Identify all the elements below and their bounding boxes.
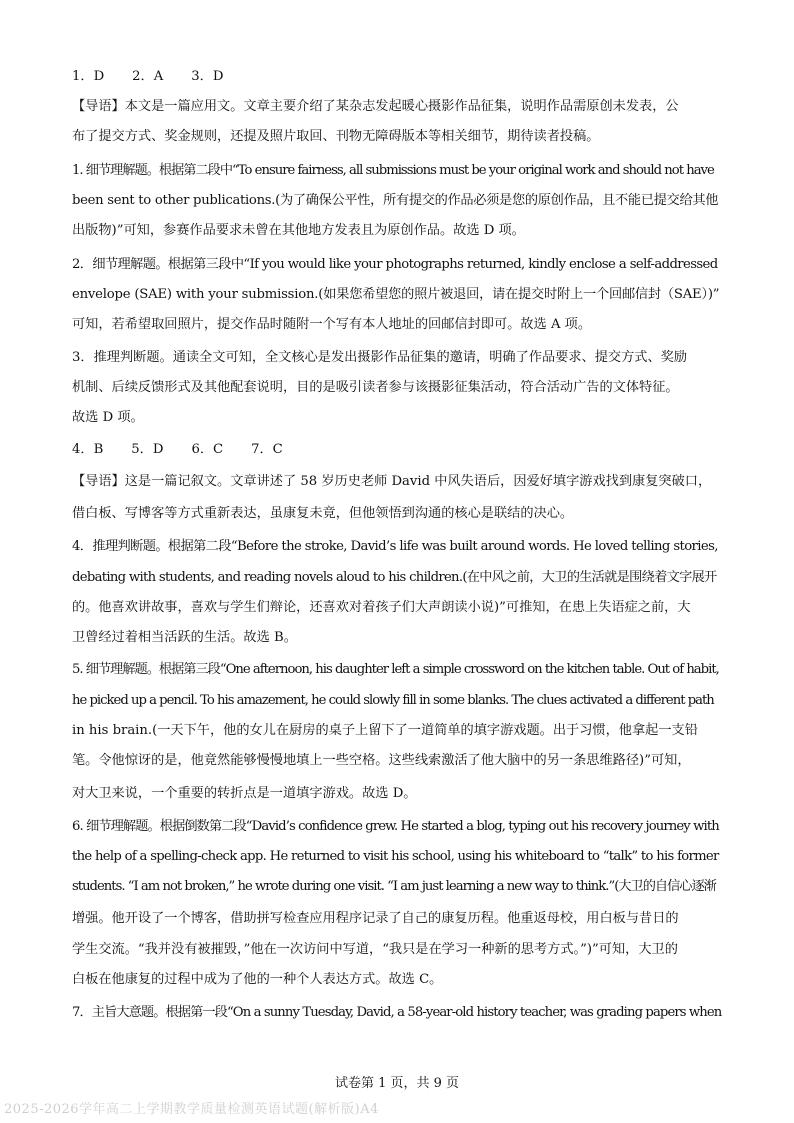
question-3-explanation-line: 机制、后续反馈形式及其他配套说明，目的是吸引读者参与该摄影征集活动，符合活动广告的文体特征。 bbox=[72, 380, 679, 395]
question-6-explanation-line: 学生交流。“我并没有被摧毁，”他在一次访问中写道，“我只是在学习一种新的思考方式。”)”可知，大卫的 bbox=[72, 942, 678, 957]
question-2-explanation-line: 2．细节理解题。根据第三段中“If you would like your photographs returned, kindly enclose a self-addressed bbox=[72, 257, 718, 272]
page-footer: 试卷第 1 页，共 9 页 bbox=[334, 1076, 460, 1091]
question-5-explanation-line: 5. 细节理解题。根据第三段“One afternoon, his daughter left a simple crossword on the kitchen table. Out of habit, bbox=[72, 662, 719, 677]
answer-item: 4．B bbox=[72, 442, 104, 457]
question-6-explanation-line: 6. 细节理解题。根据倒数第二段“David’s confidence grew. He started a blog, typing out his recovery journey with bbox=[72, 819, 719, 834]
question-6-explanation-line: the help of a spelling-check app. He returned to visit his school, using his whiteboard to “talk” to his former bbox=[72, 849, 719, 864]
question-7-explanation-line: 7．主旨大意题。根据第一段“On a sunny Tuesday, David, a 58-year-old history teacher, was grading papers when bbox=[72, 1005, 722, 1020]
question-5-explanation-line: he picked up a pencil. To his amazement, he could slowly fill in some blanks. The clues activated a different path bbox=[72, 693, 714, 708]
question-4-explanation-line: 4．推理判断题。根据第二段“Before the stroke, David’s life was built around words. He loved telling stories, bbox=[72, 539, 718, 554]
question-3-explanation-line: 故选 D 项。 bbox=[72, 410, 144, 425]
question-4-explanation-line: 卫曾经过着相当活跃的生活。故选 B。 bbox=[72, 630, 297, 645]
question-2-explanation-line: envelope (SAE) with your submission.(如果您希望您的照片被退回，请在提交时附上一个回邮信封（SAE）)” bbox=[72, 287, 720, 302]
answer-item: 2．A bbox=[132, 69, 164, 84]
question-3-explanation-line: 3．推理判断题。通读全文可知，全文核心是发出摄影作品征集的邀请，明确了作品要求、提交方式、奖励 bbox=[72, 350, 688, 365]
guide-paragraph-2-line: 借白板、写博客等方式重新表达，虽康复未竟，但他领悟到沟通的核心是联结的决心。 bbox=[72, 506, 574, 521]
answer-item: 3．D bbox=[191, 69, 224, 84]
question-1-explanation-line: been sent to other publications.(为了确保公平性，所有提交的作品必须是您的原创作品，且不能已提交给其他 bbox=[72, 193, 719, 208]
question-2-explanation-line: 可知，若希望取回照片，提交作品时随附一个写有本人地址的回邮信封即可。故选 A 项。 bbox=[72, 317, 592, 332]
question-4-explanation-line: debating with students, and reading novels aloud to his children.(在中风之前，大卫的生活就是围绕着文字展开 bbox=[72, 570, 717, 585]
answer-item: 7．C bbox=[251, 442, 283, 457]
answer-key-1 bbox=[72, 68, 251, 86]
question-1-explanation-line: 出版物)”可知，参赛作品要求未曾在其他地方发表且为原创作品。故选 D 项。 bbox=[72, 223, 525, 238]
question-4-explanation-line: 的。他喜欢讲故事，喜欢与学生们辩论，还喜欢对着孩子们大声朗读小说)”可推知，在患上失语症之前，大 bbox=[72, 600, 691, 615]
question-6-explanation-line: 增强。他开设了一个博客，借助拼写检查应用程序记录了自己的康复历程。他重返母校，用白板与昔日的 bbox=[72, 911, 679, 926]
answer-item: 5．D bbox=[131, 442, 164, 457]
answer-key-2 bbox=[72, 441, 311, 459]
guide-paragraph-1-line: 布了提交方式、奖金规则，还提及照片取回、刊物无障碍版本等相关细节，期待读者投稿。 bbox=[72, 129, 600, 144]
guide-paragraph-2-line: 【导语】这是一篇记叙文。文章讲述了 58 岁历史老师 David 中风失语后，因爱好填字游戏找到康复突破口， bbox=[72, 474, 712, 489]
guide-paragraph-1-line: 【导语】本文是一篇应用文。文章主要介绍了某杂志发起暖心摄影作品征集，说明作品需原创未发表，公 bbox=[72, 99, 679, 114]
document-watermark: 2025-2026学年高二上学期教学质量检测英语试题(解析版)A4 bbox=[4, 1102, 379, 1117]
answer-item: 6．C bbox=[191, 442, 224, 457]
question-1-explanation-line: 1. 细节理解题。根据第二段中“To ensure fairness, all submissions must be your original work and should not have bbox=[72, 163, 714, 178]
question-5-explanation-line: 对大卫来说，一个重要的转折点是一道填字游戏。故选 D。 bbox=[72, 786, 417, 801]
answer-item: 1．D bbox=[72, 69, 105, 84]
question-6-explanation-line: 白板在他康复的过程中成为了他的一种个人表达方式。故选 C。 bbox=[72, 972, 443, 987]
question-5-explanation-line: 笔。令他惊讶的是，他竟然能够慢慢地填上一些空格。这些线索激活了他大脑中的另一条思维路径)”可知， bbox=[72, 753, 691, 768]
question-5-explanation-line: in his brain.(一天下午，他的女儿在厨房的桌子上留下了一道简单的填字游戏题。出于习惯，他拿起一支铅 bbox=[72, 723, 698, 738]
question-6-explanation-line: students. “I am not broken,” he wrote during one visit. “I am just learning a new way to think.”(大卫的自信心逐渐 bbox=[72, 879, 716, 894]
